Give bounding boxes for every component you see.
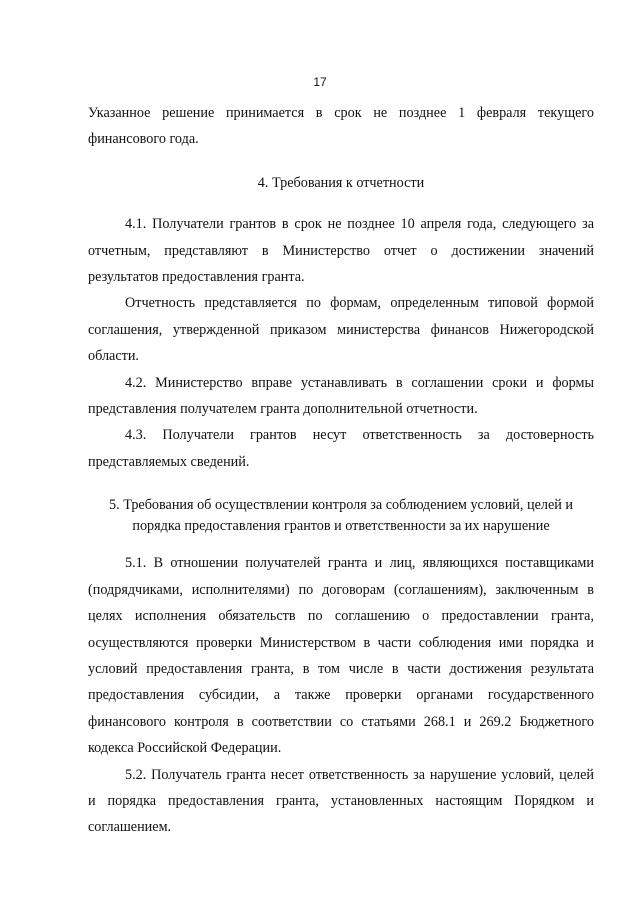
paragraph: 5.1. В отношении получателей гранта и лиц, являющихся поставщиками (подрядчиками, исполнителями) по договорам (соглашениям), заключенным в целях исполнения обязательств по соглашению о предоставлении гранта, осуществляются проверки Министерством в части соблюдения ими порядка и условий предоставления гранта, в том числе в части достижения результата предоставления субсидии, а также проверки органами государственного финансового контроля в соответствии со статьями 268.1 и 269.2 Бюджетного кодекса Российской Федерации. xyxy=(88,555,594,757)
page-number: 17 xyxy=(313,75,327,89)
paragraph: 4.3. Получатели грантов несут ответственность за достоверность представляемых сведений. xyxy=(88,427,594,470)
paragraph: 4.1. Получатели грантов в срок не позднее 10 апреля года, следующего за отчетным, представляют в Министерство отчет о достижении значений результатов предоставления гранта. xyxy=(88,216,594,286)
section-heading: 4. Требования к отчетности xyxy=(257,174,425,191)
paragraph: 4.2. Министерство вправе устанавливать в соглашении сроки и формы представления получателем гранта дополнительной отчетности. xyxy=(88,374,594,418)
section-heading: 5. Требования об осуществлении контроля за соблюдением условий, целей и порядка предоставления грантов и ответственности за их нарушение xyxy=(109,497,573,535)
paragraph: 5.2. Получатель гранта несет ответственность за нарушение условий, целей и порядка предоставления гранта, установленных настоящим Порядком и соглашением. xyxy=(88,766,594,836)
intro-paragraph: Указанное решение принимается в срок не позднее 1 февраля текущего финансового года. xyxy=(88,105,594,148)
paragraph: Отчетность представляется по формам, определенным типовой формой соглашения, утвержденной приказом министерства финансов Нижегородской области. xyxy=(88,295,594,365)
document-body xyxy=(88,100,594,841)
